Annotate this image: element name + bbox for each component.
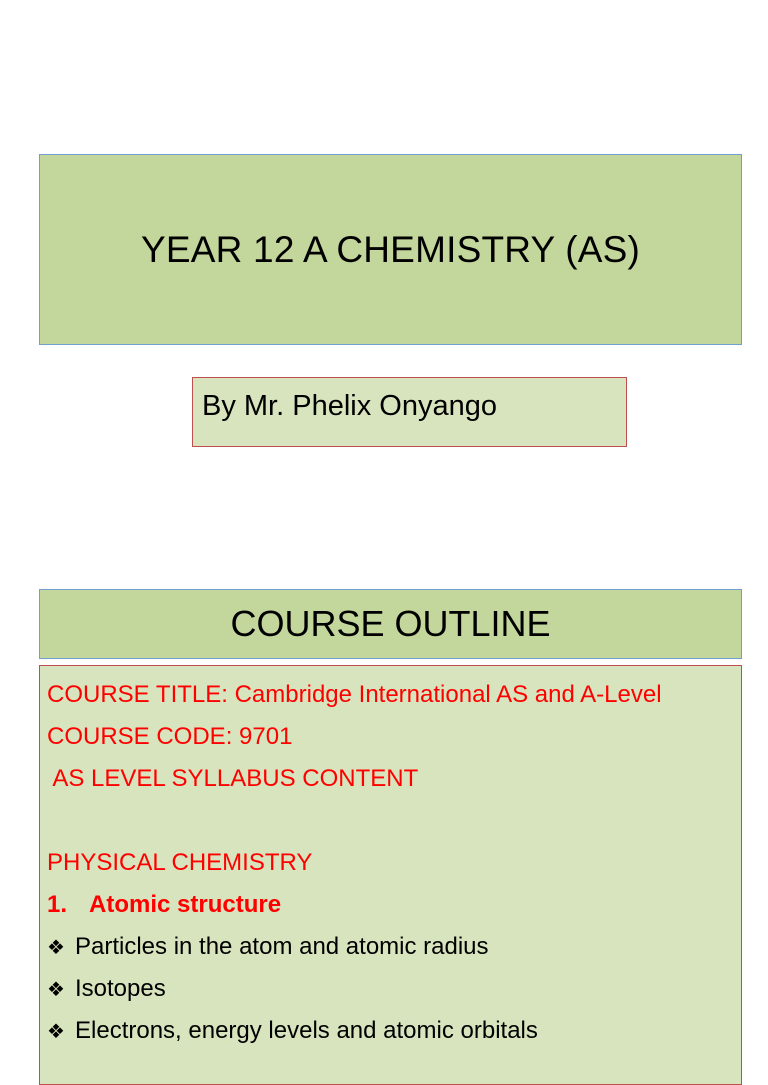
blank-line — [47, 800, 741, 842]
author-box — [192, 377, 627, 447]
list-item-label: Particles in the atom and atomic radius — [75, 933, 489, 960]
four-diamond-bullet-icon: ❖ — [47, 937, 65, 959]
topic-heading — [47, 884, 741, 926]
course-title-line: COURSE TITLE: Cambridge International AS and A-Level — [47, 681, 662, 708]
section-heading: PHYSICAL CHEMISTRY — [47, 849, 313, 876]
title-box — [39, 154, 742, 345]
topic-title: Atomic structure — [89, 891, 282, 918]
four-diamond-bullet-icon: ❖ — [47, 1021, 65, 1043]
course-outline-content — [39, 665, 742, 1085]
list-item-label: Isotopes — [75, 975, 166, 1002]
list-item — [47, 1010, 741, 1052]
page-title: YEAR 12 A CHEMISTRY (AS) — [141, 228, 640, 270]
course-outline-title: COURSE OUTLINE — [230, 603, 551, 644]
list-item — [47, 968, 741, 1010]
author-text: By Mr. Phelix Onyango — [202, 390, 497, 422]
course-outline-header — [39, 589, 742, 659]
syllabus-line: AS LEVEL SYLLABUS CONTENT — [47, 765, 419, 792]
list-item — [47, 926, 741, 968]
list-item-label: Electrons, energy levels and atomic orbitals — [75, 1017, 538, 1044]
course-code-line: COURSE CODE: 9701 — [47, 723, 293, 750]
topic-number: 1. — [47, 891, 68, 918]
four-diamond-bullet-icon: ❖ — [47, 979, 65, 1001]
